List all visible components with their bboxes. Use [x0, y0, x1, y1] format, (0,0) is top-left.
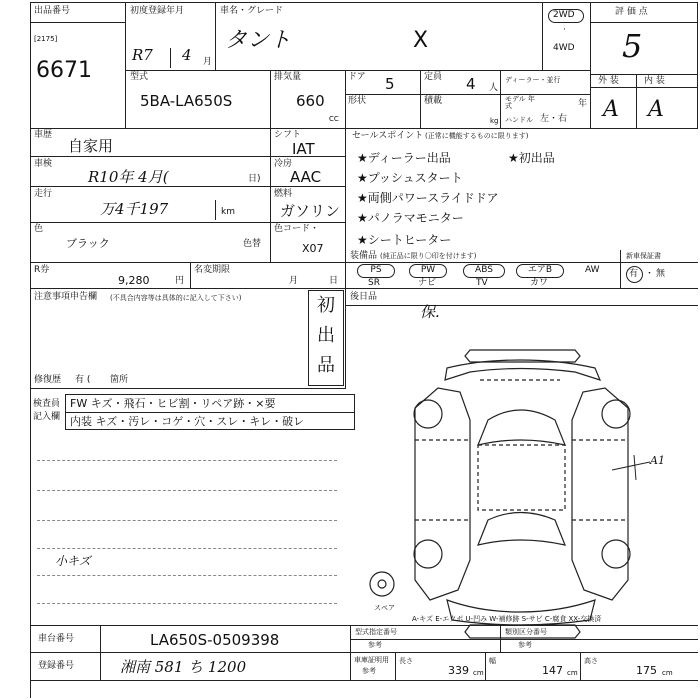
chassis-label: 車台番号 [38, 634, 75, 644]
drive-dot: · [563, 25, 566, 35]
equipment-label: 装備品 [350, 251, 378, 261]
inspection: R10年 4月( [88, 168, 169, 186]
sales-point-1: ★ディーラー出品 [357, 151, 451, 165]
height-label: 高さ [584, 657, 598, 665]
category-ref: 参考 [518, 641, 532, 649]
warranty-label: 新車保証書 [626, 252, 661, 260]
after-value: 保. [420, 303, 440, 321]
width-label: 幅 [489, 657, 496, 665]
inspector-label-2: 記入欄 [33, 412, 61, 422]
height-unit: cm [662, 669, 673, 677]
repair-label: 修復歴 [34, 375, 62, 385]
drive-4wd: 4WD [553, 43, 575, 53]
kg-unit: kg [490, 117, 499, 125]
dealer-label: ディーラー・並行 [505, 76, 561, 84]
spare-wheel [370, 572, 394, 596]
equip-pw: PW [409, 264, 447, 278]
wheel-fl [414, 400, 442, 428]
sales-point-4: ★両側パワースライドドア [357, 191, 499, 205]
recycle-label: R券 [34, 265, 50, 275]
size-label-2: 参考 [362, 667, 376, 675]
inspection-label: 車検 [34, 159, 53, 169]
car-name: タント [225, 28, 292, 53]
lot-label: 出品番号 [34, 6, 71, 16]
inspection-row-1: FW キズ・飛石・ヒビ割・リペア跡・×要 [70, 397, 276, 410]
windshield [478, 410, 565, 445]
mileage: 万4千197 [100, 200, 169, 218]
color-code-label: 色コード・ [274, 224, 320, 234]
cert-ref: 参考 [368, 641, 382, 649]
interior-grade: A [648, 97, 664, 122]
reg-year: R7 [132, 46, 153, 64]
after-label: 後日品 [350, 292, 378, 302]
wheel-rr [602, 540, 630, 568]
divider [350, 625, 351, 680]
divider [350, 639, 698, 640]
shift-label: シフト [274, 130, 302, 140]
spare-label: スペア [374, 604, 395, 612]
equip-airbag: エアB [516, 264, 564, 278]
reg-month: 4 [182, 46, 192, 64]
cert-label: 型式指定番号 [355, 628, 397, 636]
warranty-yes: 有 [629, 269, 639, 279]
fuel-label: 燃料 [274, 189, 293, 199]
category-label: 類別区分番号 [505, 628, 547, 636]
divider [30, 680, 698, 681]
cc-unit: CC [329, 115, 339, 123]
equip-tv: TV [476, 278, 488, 288]
equipment-note: (純正品に限り〇印を付けます) [380, 252, 477, 260]
ac-label: 冷房 [274, 159, 293, 169]
displacement: 660 [296, 92, 325, 110]
drive-2wd: 2WD [553, 10, 575, 20]
caution-note: (不具合内容等は具体的に記入して下さい) [110, 294, 242, 302]
caution-label: 注意事項申告欄 [34, 292, 98, 302]
divider [30, 652, 698, 653]
length: 339 [448, 664, 469, 677]
shift: IAT [292, 140, 315, 158]
damage-mark-line [612, 462, 650, 470]
color-label: 色 [34, 224, 44, 234]
inspection-day: 日) [248, 174, 261, 184]
equip-aw: AW [585, 265, 600, 275]
equip-leather: カワ [530, 278, 549, 288]
right-side [572, 388, 628, 600]
plate-label: 登録番号 [38, 661, 75, 671]
damage-mark: A1 [650, 454, 665, 467]
wheel-rl [414, 540, 442, 568]
color-code: X07 [302, 242, 324, 255]
stamp-char-3: 品 [317, 355, 335, 376]
doors: 5 [385, 75, 395, 93]
inspector-label-1: 検査員 [33, 399, 61, 409]
repaint-label: 色替 [243, 239, 262, 249]
stamp-char-2: 出 [317, 325, 335, 346]
name-change-label: 名変期限 [194, 265, 231, 275]
left-side [415, 388, 470, 600]
rating-value: 5 [622, 27, 643, 65]
length-label: 長さ [399, 657, 413, 665]
hood [445, 360, 600, 380]
divider [485, 652, 486, 680]
divider [30, 625, 698, 626]
sales-note: (正常に機能するものに限ります) [425, 132, 529, 140]
rating-label: 評 価 点 [615, 7, 648, 17]
sales-label: セールスポイント [352, 131, 424, 141]
equip-sr: SR [368, 278, 380, 288]
model-code: 5BA-LA650S [140, 92, 233, 110]
equip-ps: PS [357, 264, 395, 278]
day-unit: 日 [329, 276, 339, 286]
model-year-label: モデル 年式 [505, 95, 535, 110]
mileage-label: 走行 [34, 189, 53, 199]
length-unit: cm [473, 669, 484, 677]
name-label: 車名・グレード [220, 6, 284, 16]
handwritten-note: 小キズ [55, 554, 91, 568]
warranty-no: 無 [656, 269, 666, 279]
fuel: ガソリン [280, 202, 341, 220]
history-label: 車歴 [34, 130, 53, 140]
interior-label: 内 装 [644, 76, 665, 86]
width-unit: cm [567, 669, 578, 677]
sales-point-3: ★プッシュスタート [357, 171, 463, 185]
sales-point-2: ★初出品 [508, 151, 555, 165]
chassis: LA650S-0509398 [150, 631, 280, 649]
wheel-fr [602, 400, 630, 428]
month-unit: 月 [203, 57, 213, 67]
door-label: ドア [348, 72, 366, 82]
year-unit: 年 [578, 99, 588, 109]
reg-label: 初度登録年月 [130, 6, 185, 16]
warranty-dot: ・ [645, 269, 655, 279]
capacity: 4 [466, 75, 476, 93]
handle-label: ハンドル [505, 116, 533, 124]
grade: X [413, 28, 429, 53]
color: ブラック [66, 237, 110, 250]
exterior-grade: A [603, 97, 619, 122]
displacement-label: 排気量 [274, 72, 302, 82]
yen-unit: 円 [175, 276, 185, 286]
divider [100, 625, 101, 680]
equip-abs: ABS [463, 264, 505, 278]
divider [395, 652, 396, 680]
door-lines [415, 440, 628, 520]
handle-value: 左・右 [540, 114, 568, 124]
inspection-row-2: 内装 キズ・汚レ・コゲ・穴・スレ・キレ・破レ [70, 415, 305, 428]
month-unit-2: 月 [289, 276, 299, 286]
spare-hub [378, 580, 386, 588]
stamp-char-1: 初 [317, 295, 335, 316]
lot-number: 6671 [36, 58, 92, 83]
sales-point-5: ★パノラマモニター [357, 211, 464, 225]
legend: A-キズ E-エクボ U-凹み W-補修跡 S-サビ C-腐食 XX-交換済 [412, 615, 602, 623]
sales-point-6: ★シートヒーター [357, 233, 452, 247]
repair-unit: 箇所 [110, 375, 129, 385]
history: 自家用 [68, 137, 114, 155]
height: 175 [636, 664, 657, 677]
repair-value: 有 ( [75, 375, 91, 385]
size-label-1: 車庫証明用 [354, 656, 389, 664]
person-unit: 人 [489, 83, 499, 93]
divider [580, 652, 581, 680]
rear-window [478, 513, 565, 546]
exterior-label: 外 装 [598, 76, 619, 86]
km-unit: km [221, 207, 235, 217]
ac: AAC [290, 168, 322, 186]
recycle-fee: 9,280 [118, 274, 150, 287]
roof [478, 445, 565, 510]
lot-sub: [2175] [34, 35, 58, 43]
shape-label: 形状 [348, 96, 367, 106]
capacity-label: 定員 [424, 72, 443, 82]
plate: 湘南 581 ち 1200 [120, 658, 247, 676]
width: 147 [542, 664, 563, 677]
load-label: 積載 [424, 96, 443, 106]
damage-mark-tick [634, 455, 636, 480]
model-label: 型式 [130, 72, 149, 82]
equip-navi: ナビ [418, 278, 437, 288]
